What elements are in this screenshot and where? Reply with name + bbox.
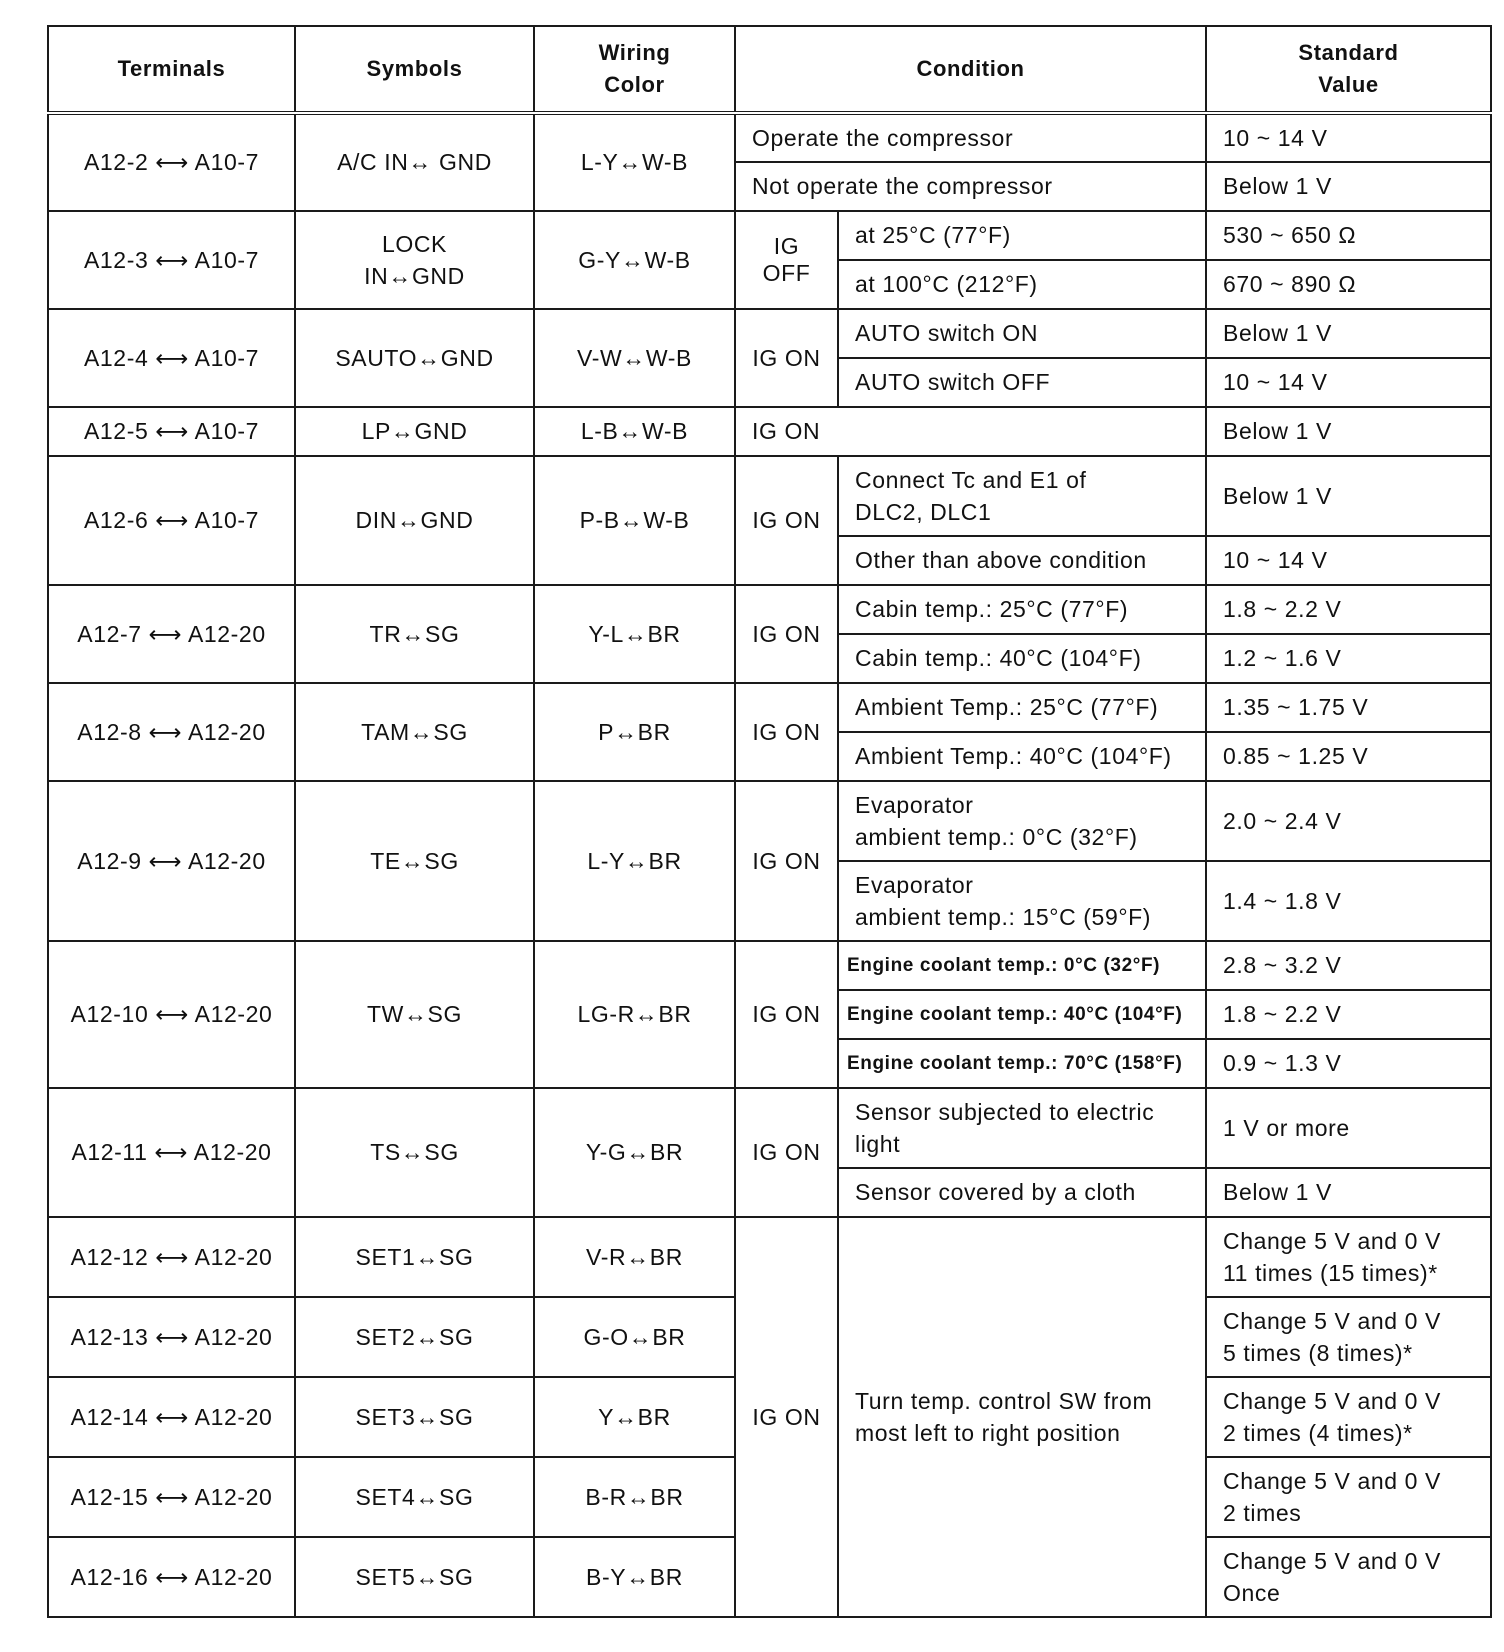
condition-cell: at 25°C (77°F) [838,211,1206,260]
terminal-inspection-table-wrapper [47,25,1490,1618]
header-row [48,26,1491,113]
terminal-cell: A12-3 ⟷ A10-7 [48,211,295,309]
terminal-inspection-table [47,25,1492,1618]
value-cell: 2.0 ~ 2.4 V [1206,781,1491,861]
condition-cell: AUTO switch ON [838,309,1206,358]
symbol-cell: SET1↔SG [295,1217,534,1297]
ig-state-cell: IG ON [735,407,1206,456]
terminal-cell: A12-12 ⟷ A12-20 [48,1217,295,1297]
wiring-cell: Y-L↔BR [534,585,735,683]
value-cell: Change 5 V and 0 V 2 times (4 times)* [1206,1377,1491,1457]
table-row [48,113,1491,162]
value-cell: 0.9 ~ 1.3 V [1206,1039,1491,1088]
ig-state-cell: IG ON [735,585,838,683]
value-cell: 10 ~ 14 V [1206,536,1491,585]
wiring-cell: L-Y↔W-B [534,113,735,211]
value-cell: Change 5 V and 0 V 5 times (8 times)* [1206,1297,1491,1377]
header-wiring-color: Wiring Color [534,26,735,113]
value-cell: 10 ~ 14 V [1206,113,1491,162]
wiring-cell: P↔BR [534,683,735,781]
ig-state-cell: IG ON [735,456,838,585]
symbol-cell: TAM↔SG [295,683,534,781]
value-cell: Change 5 V and 0 V 2 times [1206,1457,1491,1537]
terminal-cell: A12-10 ⟷ A12-20 [48,941,295,1088]
ig-state-cell: IG ON [735,1088,838,1217]
value-cell: Below 1 V [1206,309,1491,358]
symbol-cell: TW↔SG [295,941,534,1088]
ig-state-cell: IG ON [735,1217,838,1617]
header-symbols: Symbols [295,26,534,113]
terminal-cell: A12-16 ⟷ A12-20 [48,1537,295,1617]
value-cell: 1.35 ~ 1.75 V [1206,683,1491,732]
value-cell: Below 1 V [1206,456,1491,536]
condition-cell: AUTO switch OFF [838,358,1206,407]
terminal-cell: A12-7 ⟷ A12-20 [48,585,295,683]
table-row [48,683,1491,732]
condition-cell: Operate the compressor [735,113,1206,162]
value-cell: 1.4 ~ 1.8 V [1206,861,1491,941]
value-cell: 1 V or more [1206,1088,1491,1168]
condition-cell: Cabin temp.: 25°C (77°F) [838,585,1206,634]
condition-cell: Cabin temp.: 40°C (104°F) [838,634,1206,683]
symbol-cell: DIN↔GND [295,456,534,585]
symbol-cell: TE↔SG [295,781,534,941]
table-row [48,585,1491,634]
wiring-cell: G-Y↔W-B [534,211,735,309]
terminal-cell: A12-6 ⟷ A10-7 [48,456,295,585]
symbol-cell: TR↔SG [295,585,534,683]
wiring-cell: V-W↔W-B [534,309,735,407]
value-cell: 1.8 ~ 2.2 V [1206,585,1491,634]
symbol-cell: SET2↔SG [295,1297,534,1377]
wiring-cell: LG-R↔BR [534,941,735,1088]
header-condition: Condition [735,26,1206,113]
symbol-cell: SET4↔SG [295,1457,534,1537]
table-row [48,941,1491,990]
symbol-cell: A/C IN↔ GND [295,113,534,211]
wiring-cell: B-R↔BR [534,1457,735,1537]
wiring-cell: Y↔BR [534,1377,735,1457]
condition-cell: Ambient Temp.: 25°C (77°F) [838,683,1206,732]
table-row [48,309,1491,358]
symbol-cell: LOCK IN↔GND [295,211,534,309]
terminal-cell: A12-4 ⟷ A10-7 [48,309,295,407]
wiring-cell: B-Y↔BR [534,1537,735,1617]
table-row [48,1217,1491,1297]
symbol-cell: SET5↔SG [295,1537,534,1617]
condition-cell: Evaporator ambient temp.: 0°C (32°F) [838,781,1206,861]
terminal-cell: A12-15 ⟷ A12-20 [48,1457,295,1537]
value-cell: Below 1 V [1206,162,1491,211]
value-cell: 0.85 ~ 1.25 V [1206,732,1491,781]
terminal-cell: A12-8 ⟷ A12-20 [48,683,295,781]
condition-cell: at 100°C (212°F) [838,260,1206,309]
table-row [48,211,1491,260]
table-row [48,781,1491,861]
table-row [48,407,1491,456]
header-terminals: Terminals [48,26,295,113]
table-row [48,1088,1491,1168]
condition-cell: Sensor covered by a cloth [838,1168,1206,1217]
value-cell: 10 ~ 14 V [1206,358,1491,407]
condition-cell: Connect Tc and E1 of DLC2, DLC1 [838,456,1206,536]
terminal-cell: A12-2 ⟷ A10-7 [48,113,295,211]
condition-cell: Engine coolant temp.: 40°C (104°F) [838,990,1206,1039]
symbol-cell: SET3↔SG [295,1377,534,1457]
condition-cell: Turn temp. control SW from most left to right position [838,1217,1206,1617]
value-cell: 1.8 ~ 2.2 V [1206,990,1491,1039]
ig-state-cell: IG ON [735,781,838,941]
ig-state-cell: IG ON [735,683,838,781]
header-standard-value: Standard Value [1206,26,1491,113]
wiring-cell: Y-G↔BR [534,1088,735,1217]
condition-cell: Engine coolant temp.: 0°C (32°F) [838,941,1206,990]
terminal-cell: A12-9 ⟷ A12-20 [48,781,295,941]
value-cell: Below 1 V [1206,1168,1491,1217]
terminal-cell: A12-14 ⟷ A12-20 [48,1377,295,1457]
value-cell: Below 1 V [1206,407,1491,456]
wiring-cell: G-O↔BR [534,1297,735,1377]
table-row [48,456,1491,536]
value-cell: 1.2 ~ 1.6 V [1206,634,1491,683]
wiring-cell: V-R↔BR [534,1217,735,1297]
condition-cell: Evaporator ambient temp.: 15°C (59°F) [838,861,1206,941]
ig-state-cell: IG ON [735,941,838,1088]
wiring-cell: L-B↔W-B [534,407,735,456]
ig-state-cell: IG OFF [735,211,838,309]
value-cell: 2.8 ~ 3.2 V [1206,941,1491,990]
value-cell: Change 5 V and 0 V Once [1206,1537,1491,1617]
terminal-cell: A12-13 ⟷ A12-20 [48,1297,295,1377]
condition-cell: Not operate the compressor [735,162,1206,211]
condition-cell: Other than above condition [838,536,1206,585]
ig-state-cell: IG ON [735,309,838,407]
terminal-cell: A12-11 ⟷ A12-20 [48,1088,295,1217]
wiring-cell: L-Y↔BR [534,781,735,941]
terminal-cell: A12-5 ⟷ A10-7 [48,407,295,456]
value-cell: 670 ~ 890 Ω [1206,260,1491,309]
symbol-cell: SAUTO↔GND [295,309,534,407]
value-cell: Change 5 V and 0 V 11 times (15 times)* [1206,1217,1491,1297]
condition-cell: Ambient Temp.: 40°C (104°F) [838,732,1206,781]
condition-cell: Sensor subjected to electric light [838,1088,1206,1168]
symbol-cell: LP↔GND [295,407,534,456]
condition-cell: Engine coolant temp.: 70°C (158°F) [838,1039,1206,1088]
symbol-cell: TS↔SG [295,1088,534,1217]
wiring-cell: P-B↔W-B [534,456,735,585]
value-cell: 530 ~ 650 Ω [1206,211,1491,260]
